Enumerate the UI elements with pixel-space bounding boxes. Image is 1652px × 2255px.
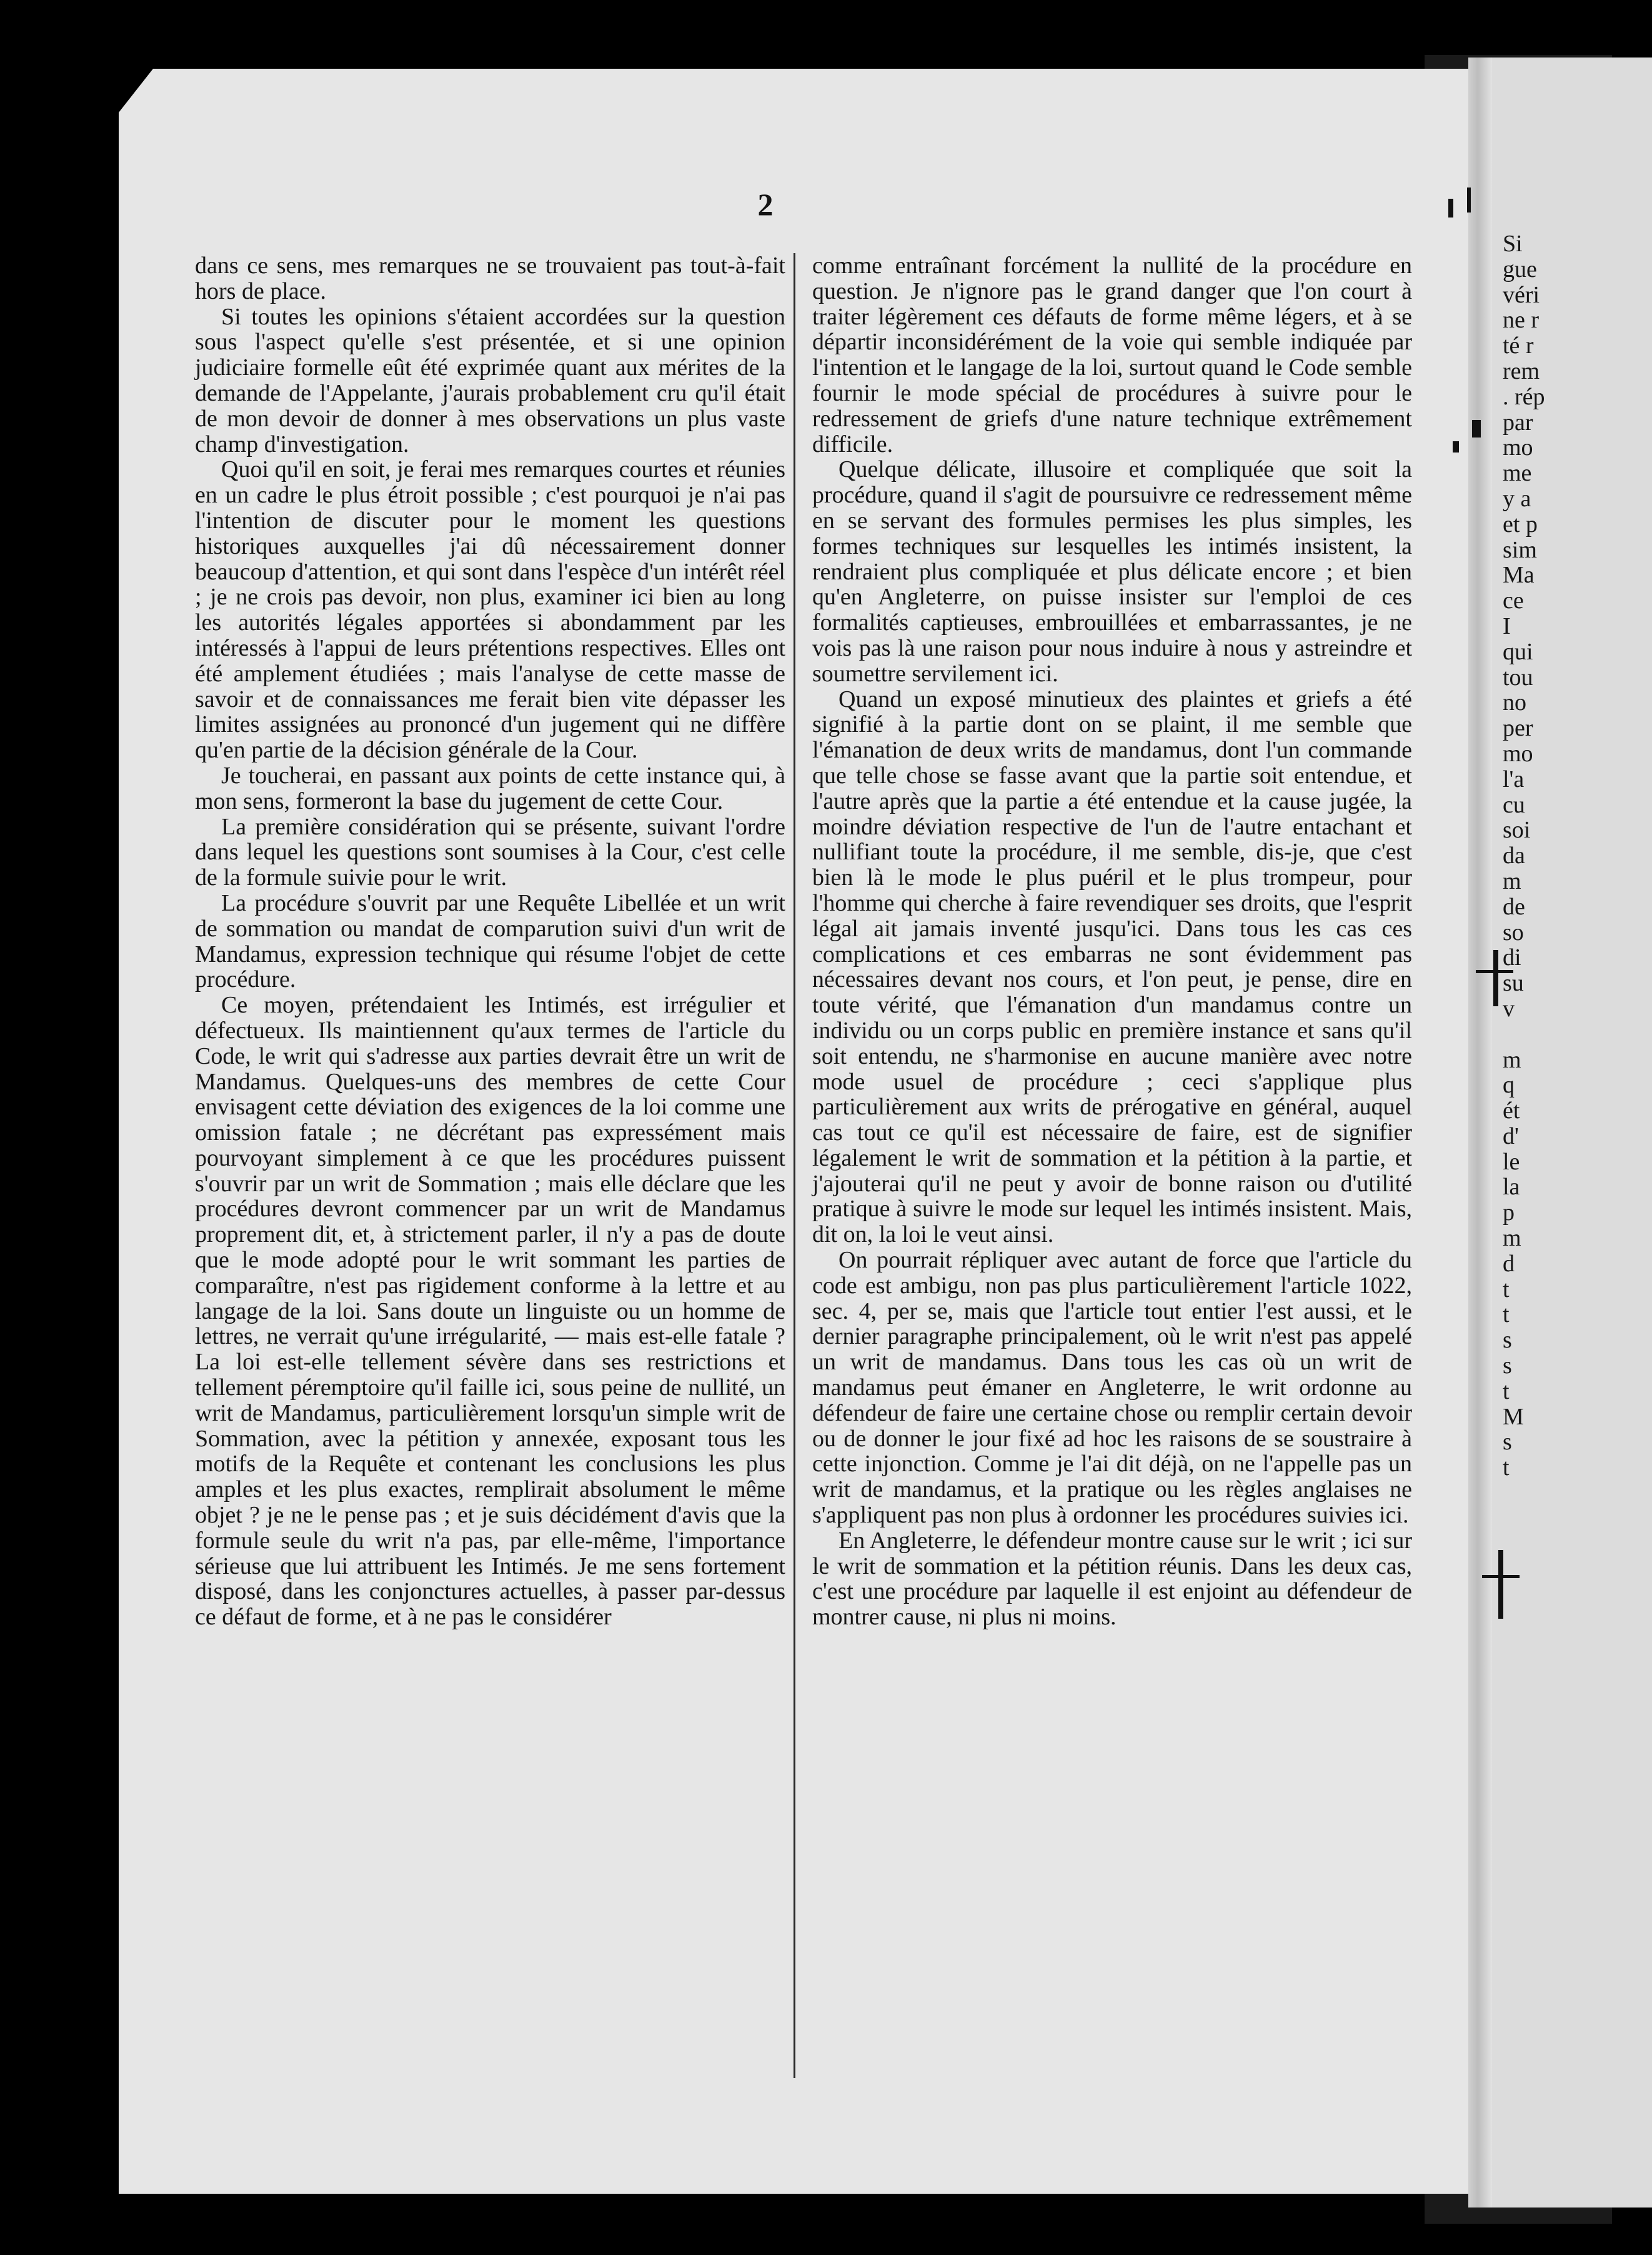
adjacent-line-fragment: M <box>1503 1403 1524 1430</box>
binding-mark <box>1482 1575 1520 1578</box>
adjacent-line-fragment: gue <box>1503 256 1537 282</box>
adjacent-line-fragment: ce <box>1503 588 1524 614</box>
adjacent-line-fragment: mo <box>1503 434 1533 461</box>
paragraph: comme entraînant forcément la nullité de la procédure en question. Je n'ignore pas le grand danger que l'on court à traiter légèrement ces défauts de forme même légers, et à se départir inconsidérément de la voie qui semble indiquée par l'intention et le langage de la loi, surtout quand le Code semble fournir le mode spécial de procédures à suivre pour le redressement de griefs d'une nature technique extrêmement difficile. <box>812 252 1412 458</box>
adjacent-line-fragment: s <box>1503 1352 1512 1379</box>
binding-mark <box>1493 950 1498 1006</box>
left-text-column <box>195 253 785 2103</box>
adjacent-line-fragment: l'a <box>1503 766 1525 792</box>
paragraph: En Angleterre, le défendeur montre cause sur le writ ; ici sur le writ de sommation et la pétition réunis. Dans les deux cas, c'est une procédure par laquelle il est enjoint au défendeur de montrer cause, ni plus ni moins. <box>812 1527 1412 1631</box>
adjacent-line-fragment: y a <box>1503 485 1531 512</box>
paragraph: Quelque délicate, illusoire et compliquée que soit la procédure, quand il s'agit de poursuivre ce redressement même en se servant des formules permises les plus simples, les formes techniques sur lesquelles les intimés insistent, la rendraient plus compliquée et plus délicate encore ; et bien qu'en Angleterre, on puisse insister sur l'emploi de ces formalités captieuses, embrouillées et embarrassantes, je ne vois pas là une raison pour nous induire à nous y astreindre et soumettre servilement ici. <box>812 456 1412 687</box>
right-text-column <box>812 253 1412 2103</box>
adjacent-line-fragment: I <box>1503 612 1511 639</box>
adjacent-line-fragment: le <box>1503 1148 1520 1175</box>
column-divider <box>794 253 795 2078</box>
binding-mark <box>1498 1550 1503 1619</box>
binding-mark <box>1448 199 1453 218</box>
adjacent-line-fragment: ne r <box>1503 307 1540 334</box>
adjacent-line-fragment: qui <box>1503 638 1533 665</box>
adjacent-line-fragment: s <box>1503 1327 1512 1354</box>
paragraph: La procédure s'ouvrit par une Requête Libellée et un writ de sommation ou mandat de comparution suivi d'un writ de Mandamus, expression technique qui résume l'objet de cette procédure. <box>195 889 785 993</box>
adjacent-line-fragment: su <box>1503 970 1524 997</box>
adjacent-line-fragment: m <box>1503 868 1521 894</box>
adjacent-line-fragment: t <box>1503 1378 1510 1404</box>
adjacent-line-fragment: rem <box>1503 358 1540 384</box>
adjacent-page-text <box>1503 231 1652 1481</box>
adjacent-line-fragment: sim <box>1503 536 1537 563</box>
paragraph: Je toucherai, en passant aux points de cette instance qui, à mon sens, formeront la base du jugement de cette Cour. <box>195 762 785 814</box>
binding-mark <box>1467 188 1471 212</box>
adjacent-line-fragment: so <box>1503 919 1524 946</box>
paragraph: Ce moyen, prétendaient les Intimés, est irrégulier et défectueux. Ils maintiennent qu'aux termes de l'article du Code, le writ qui s'adresse aux parties devrait être un writ de Mandamus. Quelques-uns des membres de cette Cour envisagent cette déviation des exigences de la loi comme une omission fatale ; ne décrétant pas expressément mais pourvoyant simplement à ce que les procédures puissent s'ouvrir par un writ de Sommation ; mais elle déclare que les procédures devront commencer par un writ de Mandamus proprement dit, et, à strictement parler, il n'y a pas de doute que le mode adopté pour le writ sommant les parties de comparaître, n'est pas rigidement conforme à la lettre et au langage de la loi. Sans doute un linguiste ou un homme de lettres, ne verrait qu'une irrégularité, — mais est-elle fatale ? La loi est-elle tellement sévère dans ses restrictions et tellement péremptoire qu'il faille ici, sous peine de nullité, un writ de Mandamus, particulièrement lorsqu'un simple writ de Sommation, avec la pétition y annexée, exposant tous les motifs de la Requête et contenant les conclusions les plus amples et les plus exactes, remplirait absolument le même objet ? je ne le pense pas ; et je suis décidément d'avis que la formule seule du writ n'a pas, par elle-même, l'importance sérieuse que lui attribuent les Intimés. Je me sens fortement disposé, dans les conjonctures actuelles, à passer par-dessus ce défaut de forme, et à ne pas le considérer <box>195 992 785 1631</box>
page-number: 2 <box>757 187 774 222</box>
adjacent-line-fragment: . rép <box>1503 383 1545 410</box>
paragraph: Si toutes les opinions s'étaient accordées sur la question sous l'aspect qu'elle s'est présentée, et si une opinion judiciaire formelle eût été exprimée quant aux mérites de la demande de l'Appelante, j'aurais probablement cru qu'il était de mon devoir de donner à mes observations un plus vaste champ d'investigation. <box>195 303 785 458</box>
adjacent-line-fragment: t <box>1503 1454 1510 1481</box>
paragraph: Quoi qu'il en soit, je ferai mes remarques courtes et réunies en un cadre le plus étroit possible ; c'est pourquoi je n'ai pas l'intention de discuter pour le moment les questions historiques auxquelles j'ai dû nécessairement donner beaucoup d'attention, et qui sont dans l'espèce d'un intérêt réel ; je ne crois pas devoir, non plus, examiner ici bien au long les autorités légales apportées si abondamment par les intéressés à l'appui de leurs prétentions respectives. Elles ont été amplement étudiées ; mais l'analyse de cette masse de savoir et de connaissances me ferait bien vite dépasser les limites assignées au prononcé d'un jugement qui ne diffère qu'en partie de la décision générale de la Cour. <box>195 456 785 764</box>
page-fold <box>1468 58 1492 2208</box>
adjacent-line-fragment: t <box>1503 1276 1510 1302</box>
adjacent-line-fragment <box>1503 1022 1652 1048</box>
adjacent-line-fragment: de <box>1503 893 1525 920</box>
adjacent-line-fragment: m <box>1503 1046 1521 1073</box>
adjacent-line-fragment: ét <box>1503 1098 1520 1124</box>
adjacent-line-fragment: par <box>1503 409 1533 436</box>
adjacent-line-fragment: no <box>1503 689 1526 716</box>
adjacent-line-fragment: da <box>1503 842 1525 869</box>
adjacent-line-fragment: d' <box>1503 1122 1519 1149</box>
adjacent-line-fragment: véri <box>1503 281 1540 308</box>
adjacent-line-fragment: d <box>1503 1250 1515 1277</box>
adjacent-line-fragment: p <box>1503 1199 1515 1226</box>
adjacent-line-fragment: té r <box>1503 332 1534 359</box>
adjacent-line-fragment: cu <box>1503 791 1525 818</box>
adjacent-line-fragment: Ma <box>1503 562 1535 589</box>
paragraph: La première considération qui se présente, suivant l'ordre dans lequel les questions sont soumises à la Cour, c'est celle de la formule suivie pour le writ. <box>195 813 785 891</box>
adjacent-line-fragment: di <box>1503 944 1521 971</box>
binding-mark <box>1472 420 1481 438</box>
paragraph: On pourrait répliquer avec autant de force que l'article du code est ambigu, non pas plus particulièrement l'article 1022, sec. 4, per se, mais que l'article tout entier l'est aussi, et le dernier paragraphe principalement, où le writ n'est pas appelé un writ de mandamus. Dans tous les cas où un writ de mandamus peut émaner en Angleterre, le writ ordonne au défendeur de faire une certaine chose ou remplir certain devoir ou de donner le jour fixé ad hoc les raisons de se soustraire à cette injonction. Comme je l'ai dit déjà, on ne l'appelle pas un writ de mandamus, et la pratique ou les règles anglaises ne s'appliquent pas non plus à ordonner les procédures suivies ici. <box>812 1247 1412 1529</box>
binding-mark <box>1453 441 1459 452</box>
adjacent-line-fragment: v <box>1503 995 1515 1022</box>
adjacent-line-fragment: et p <box>1503 511 1538 538</box>
adjacent-line-fragment: tou <box>1503 664 1533 691</box>
adjacent-line-fragment: m <box>1503 1225 1521 1252</box>
adjacent-line-fragment: me <box>1503 460 1532 487</box>
adjacent-line-fragment: mo <box>1503 740 1533 767</box>
paragraph: dans ce sens, mes remarques ne se trouvaient pas tout-à-fait hors de place. <box>195 252 785 304</box>
adjacent-line-fragment: s <box>1503 1429 1512 1456</box>
adjacent-line-fragment: Si <box>1503 231 1523 257</box>
adjacent-line-fragment: la <box>1503 1174 1520 1201</box>
adjacent-line-fragment: soi <box>1503 817 1531 844</box>
adjacent-line-fragment: per <box>1503 715 1533 742</box>
adjacent-line-fragment: q <box>1503 1072 1515 1099</box>
paragraph: Quand un exposé minutieux des plaintes et griefs a été signifié à la partie dont on se plaint, il me semble que l'émanation de deux writs de mandamus, dont l'un commande que telle chose se fasse avant que la partie soit entendue, et l'autre après que la partie a été entendue et la cause jugée, la moindre déviation respective de l'un de l'autre entachant et nullifiant toute la procédure, il me semble, dis-je, que c'est bien là le mode le plus puéril et le plus trompeur, pour l'homme qui cherche à faire revendiquer ses droits, que l'esprit légal ait jamais inventé jusqu'ici. Dans tous les cas ces complications et ces embarras ne sont évidemment pas nécessaires devant nos cours, et l'on peut, je pense, dire en toute vérité, que l'émanation d'un mandamus contre un individu ou un corps public en première instance et sans qu'il soit entendu, ne s'harmonise en aucune manière avec notre mode usuel de procédure ; ceci s'applique plus particulièrement aux writs de prérogative en général, auquel cas tout ce qu'il est nécessaire de faire, est de signifier légalement le writ de sommation et la pétition à la partie, et j'ajouterai qu'il ne peut y avoir de bonne raison ou d'utilité pratique à suivre le mode sur lequel les intimés insistent. Mais, dit on, la loi le veut ainsi. <box>812 686 1412 1248</box>
adjacent-line-fragment: t <box>1503 1301 1510 1328</box>
